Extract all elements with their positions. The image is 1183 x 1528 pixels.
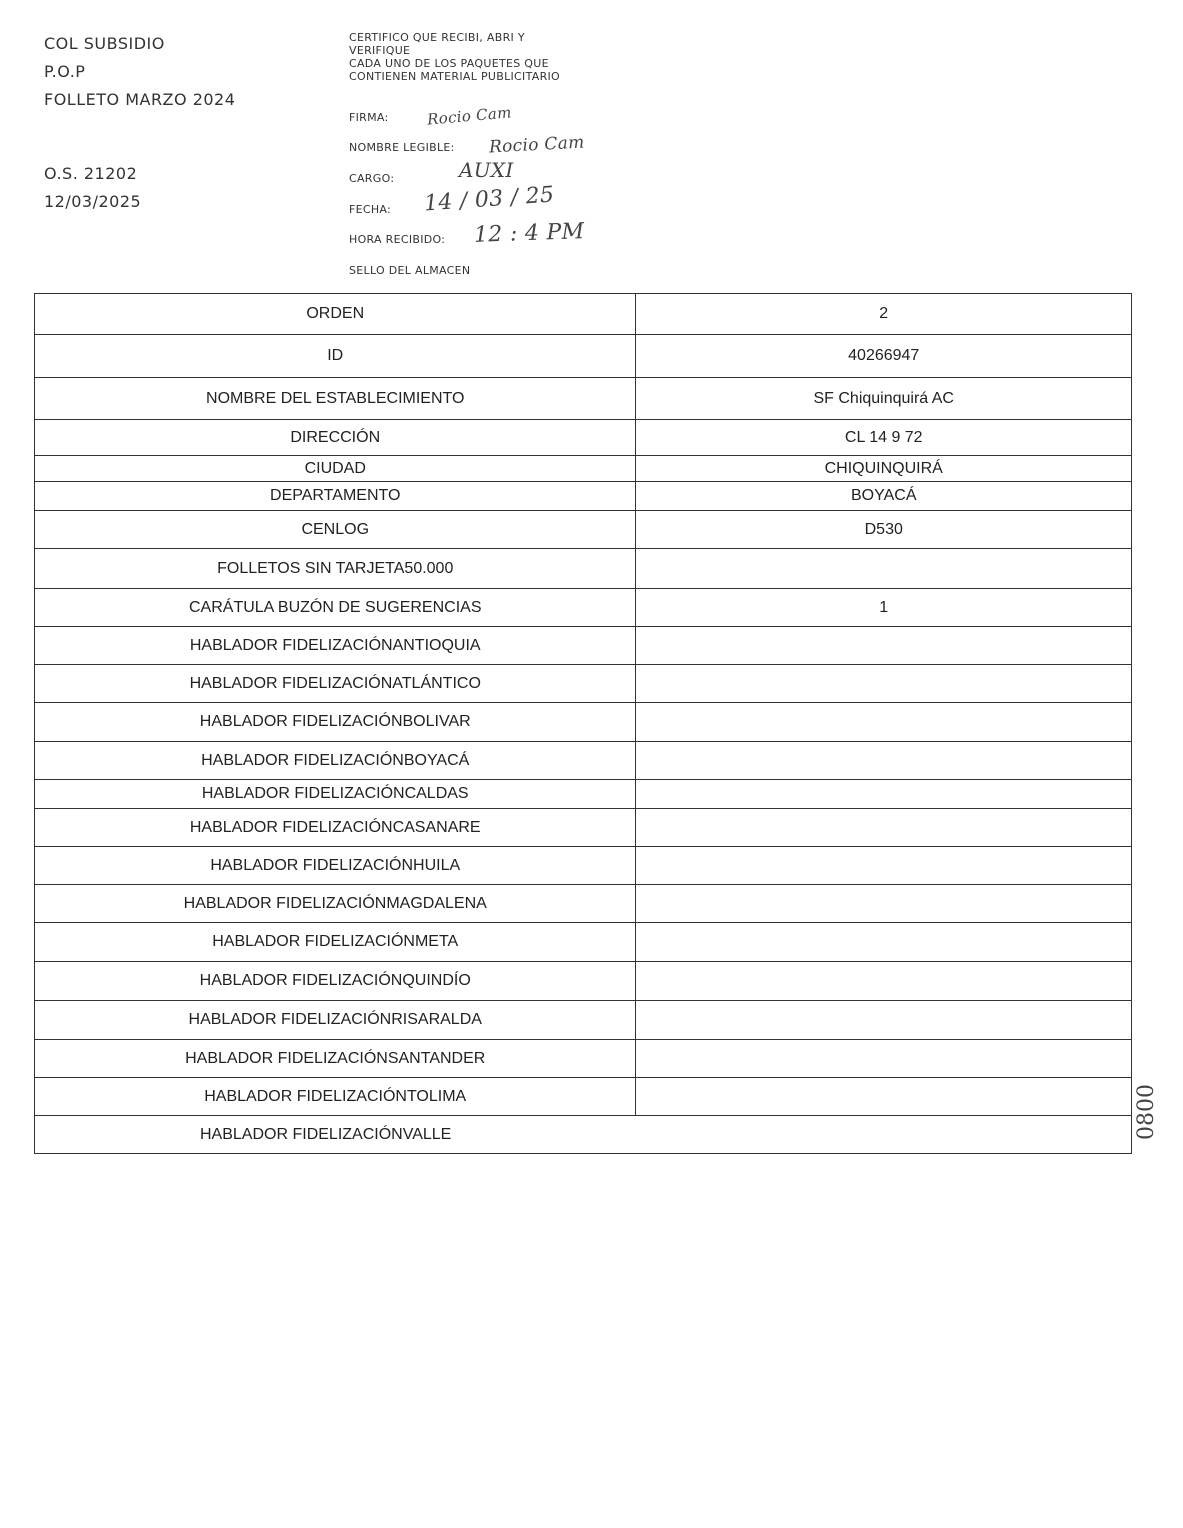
row-value <box>636 962 1132 1001</box>
table-row <box>35 511 1132 549</box>
handwritten-hora: 12 : 4 PM <box>473 219 585 248</box>
cert-line-2: VERIFIQUE <box>349 44 411 57</box>
firma-field <box>349 103 513 129</box>
row-label: CENLOG <box>35 511 636 549</box>
row-label: CARÁTULA BUZÓN DE SUGERENCIAS <box>35 589 636 627</box>
row-value: CL 14 9 72 <box>636 420 1132 456</box>
table-row <box>35 665 1132 703</box>
row-value <box>636 627 1132 665</box>
fecha-field <box>349 182 556 217</box>
table-row <box>35 420 1132 456</box>
handwritten-signature: Rocio Cam <box>426 103 513 129</box>
row-value <box>636 665 1132 703</box>
nombre-label: NOMBRE LEGIBLE: <box>349 141 455 154</box>
row-label: HABLADOR FIDELIZACIÓNCASANARE <box>35 809 636 847</box>
row-label: ORDEN <box>35 294 636 335</box>
cert-line-1: CERTIFICO QUE RECIBI, ABRI Y <box>349 31 525 44</box>
row-value <box>636 742 1132 780</box>
table-row <box>35 742 1132 780</box>
table-row <box>35 780 1132 809</box>
row-label: DEPARTAMENTO <box>35 482 636 511</box>
row-value: BOYACÁ <box>636 482 1132 511</box>
table-row <box>35 378 1132 420</box>
row-value: SF Chiquinquirá AC <box>636 378 1132 420</box>
sello-field <box>349 264 470 277</box>
hora-label: HORA RECIBIDO: <box>349 233 446 246</box>
row-label: HABLADOR FIDELIZACIÓNTOLIMA <box>35 1078 636 1116</box>
row-label: FOLLETOS SIN TARJETA50.000 <box>35 549 636 589</box>
row-value: CHIQUINQUIRÁ <box>636 456 1132 482</box>
firma-label: FIRMA: <box>349 111 389 124</box>
row-label: ID <box>35 335 636 378</box>
row-value <box>636 885 1132 923</box>
handwritten-name: Rocio Cam <box>488 132 586 158</box>
table-row <box>35 962 1132 1001</box>
row-value <box>636 1040 1132 1078</box>
table-row <box>35 549 1132 589</box>
table-row <box>35 1078 1132 1116</box>
table-row <box>35 1040 1132 1078</box>
row-label: HABLADOR FIDELIZACIÓNMETA <box>35 923 636 962</box>
document-date: 12/03/2025 <box>44 192 142 211</box>
table-row <box>35 589 1132 627</box>
table-row <box>35 809 1132 847</box>
table-row <box>35 923 1132 962</box>
row-label: HABLADOR FIDELIZACIÓNQUINDÍO <box>35 962 636 1001</box>
row-label: HABLADOR FIDELIZACIÓNBOLIVAR <box>35 703 636 742</box>
row-value: 1 <box>636 589 1132 627</box>
row-label: HABLADOR FIDELIZACIÓNBOYACÁ <box>35 742 636 780</box>
row-value <box>636 703 1132 742</box>
certification-block <box>349 31 586 277</box>
row-value <box>636 549 1132 589</box>
delivery-table <box>34 293 1132 1154</box>
cert-line-4: CONTIENEN MATERIAL PUBLICITARIO <box>349 70 561 83</box>
header-left <box>44 30 235 216</box>
row-label: HABLADOR FIDELIZACIÓNHUILA <box>35 847 636 885</box>
row-value <box>636 809 1132 847</box>
row-label: HABLADOR FIDELIZACIÓNRISARALDA <box>35 1001 636 1040</box>
row-label: NOMBRE DEL ESTABLECIMIENTO <box>35 378 636 420</box>
row-label: CIUDAD <box>35 456 636 482</box>
table-row <box>35 627 1132 665</box>
row-value: D530 <box>636 511 1132 549</box>
nombre-field <box>349 132 586 158</box>
table-row <box>35 1001 1132 1040</box>
row-value <box>636 1078 1132 1116</box>
row-label: HABLADOR FIDELIZACIÓNCALDAS <box>35 780 636 809</box>
table-row <box>35 703 1132 742</box>
table-row <box>35 294 1132 335</box>
service-order: O.S. 21202 <box>44 164 138 183</box>
table-row <box>35 1116 1132 1154</box>
row-value: 2 <box>636 294 1132 335</box>
table-row <box>35 456 1132 482</box>
row-value <box>636 1001 1132 1040</box>
table-row <box>35 335 1132 378</box>
cert-line-3: CADA UNO DE LOS PAQUETES QUE <box>349 57 549 70</box>
row-label: HABLADOR FIDELIZACIÓNATLÁNTICO <box>35 665 636 703</box>
row-value <box>636 923 1132 962</box>
row-value: 40266947 <box>636 335 1132 378</box>
fecha-label: FECHA: <box>349 203 392 216</box>
cargo-label: CARGO: <box>349 172 395 185</box>
company-name: COL SUBSIDIO <box>44 34 165 53</box>
table-row <box>35 847 1132 885</box>
margin-handwritten-note: 0800 <box>1134 1084 1159 1140</box>
catalog-name: FOLLETO MARZO 2024 <box>44 90 236 109</box>
row-label: DIRECCIÓN <box>35 420 636 456</box>
row-label: HABLADOR FIDELIZACIÓNSANTANDER <box>35 1040 636 1078</box>
row-value <box>636 847 1132 885</box>
handwritten-fecha: 14 / 03 / 25 <box>423 182 556 217</box>
handwritten-cargo: AUXI <box>459 158 514 182</box>
row-value <box>636 780 1132 809</box>
hora-field <box>349 219 585 248</box>
cargo-field <box>349 158 514 185</box>
row-label: HABLADOR FIDELIZACIÓNVALLE <box>35 1116 1132 1154</box>
program-name: P.O.P <box>44 62 86 81</box>
row-label: HABLADOR FIDELIZACIÓNANTIOQUIA <box>35 627 636 665</box>
table-row <box>35 885 1132 923</box>
sello-label: SELLO DEL ALMACEN <box>349 264 471 277</box>
table-row <box>35 482 1132 511</box>
row-label: HABLADOR FIDELIZACIÓNMAGDALENA <box>35 885 636 923</box>
